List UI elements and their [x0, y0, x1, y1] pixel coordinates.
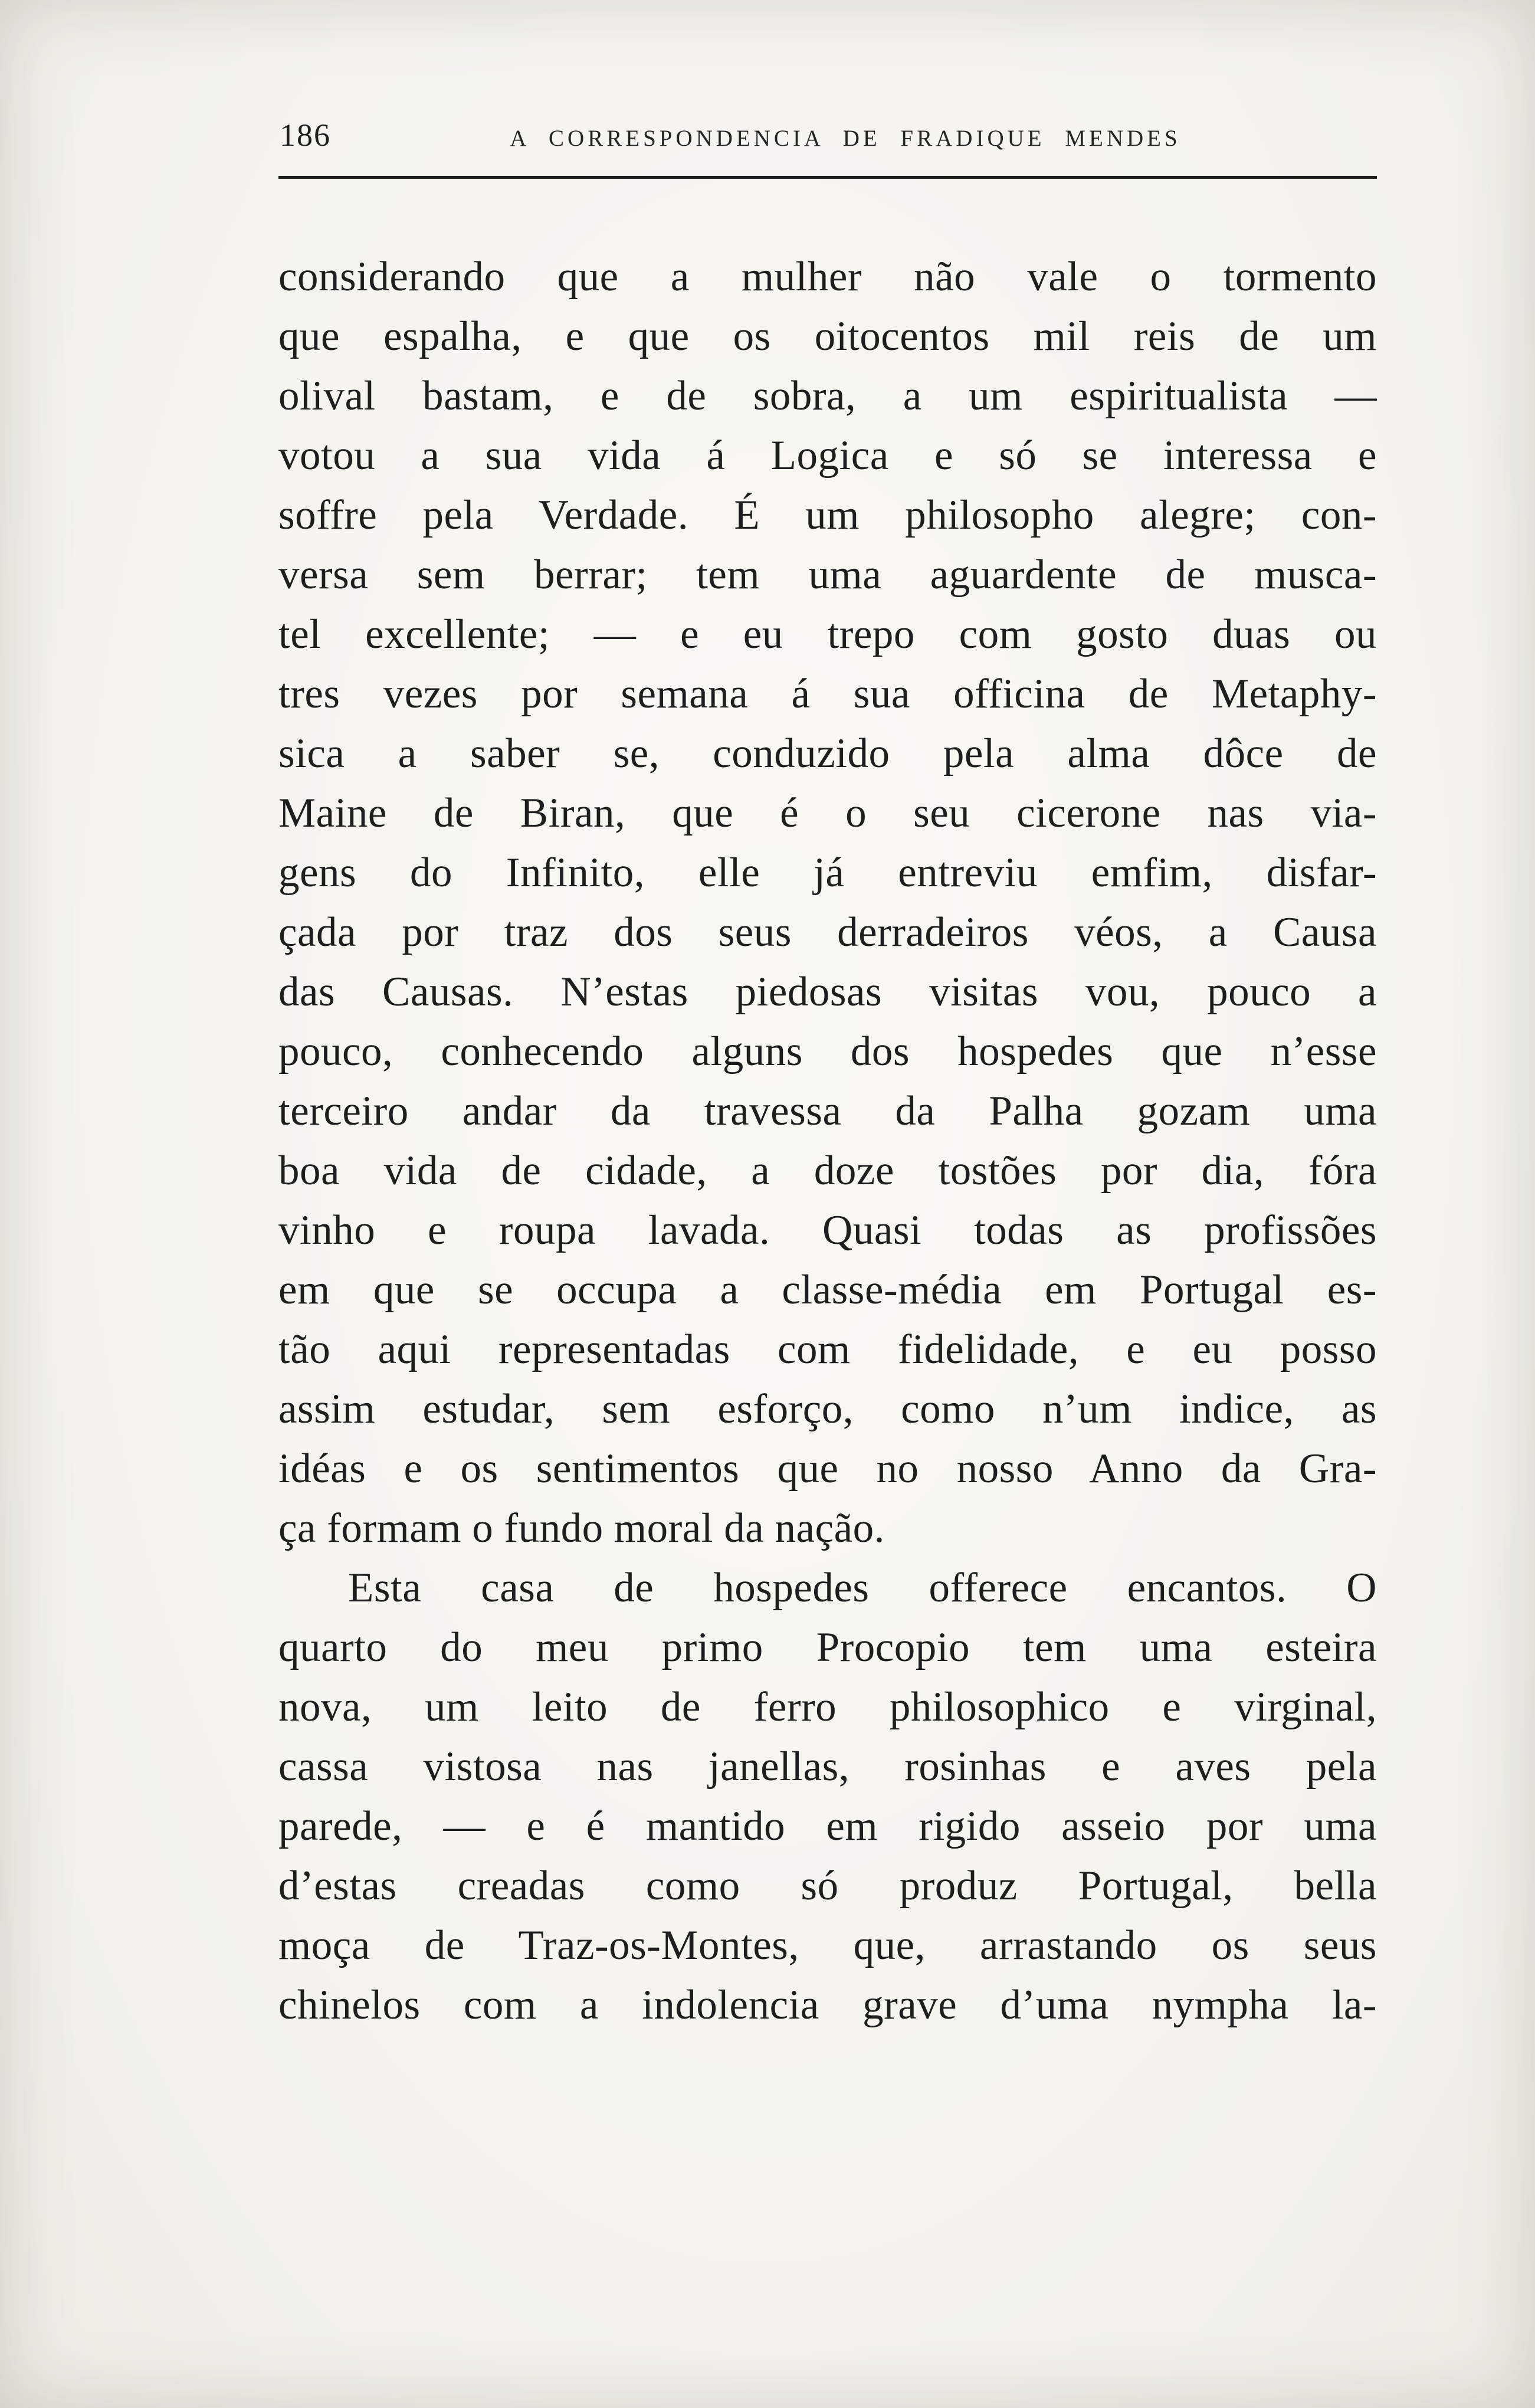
text-line: sica a saber se, conduzido pela alma dôce de: [278, 730, 1377, 777]
text-line: d’estas creadas como só produz Portugal, bella: [278, 1863, 1377, 1909]
paragraph: [278, 247, 1377, 1558]
text-line: Maine de Biran, que é o seu cicerone nas via-: [278, 790, 1377, 836]
text-line: terceiro andar da travessa da Palha gozam uma: [278, 1088, 1377, 1134]
text-line: nova, um leito de ferro philosophico e virginal,: [278, 1684, 1377, 1730]
text-line: gens do Infinito, elle já entreviu emfim, disfar-: [278, 850, 1377, 896]
text-block: [278, 247, 1377, 2035]
text-line: Esta casa de hospedes offerece encantos. O: [348, 1565, 1377, 1611]
text-line: çada por traz dos seus derradeiros véos, a Causa: [278, 909, 1377, 955]
text-line: chinelos com a indolencia grave d’uma nympha la-: [278, 1982, 1377, 2028]
header-rule: [278, 176, 1377, 179]
paragraph: [278, 1558, 1377, 2035]
text-line: considerando que a mulher não vale o tormento: [278, 254, 1377, 300]
text-line: tel excellente; — e eu trepo com gosto duas ou: [278, 611, 1377, 657]
text-line: votou a sua vida á Logica e só se interessa e: [278, 433, 1377, 479]
page-number: 186: [280, 117, 331, 153]
text-line: soffre pela Verdade. É um philosopho alegre; con-: [278, 492, 1377, 538]
text-line: cassa vistosa nas janellas, rosinhas e aves pela: [278, 1744, 1377, 1790]
text-line: assim estudar, sem esforço, como n’um indice, as: [278, 1386, 1377, 1432]
text-line: versa sem berrar; tem uma aguardente de musca-: [278, 552, 1377, 598]
text-line: ça formam o fundo moral da nação.: [278, 1505, 885, 1551]
text-line: vinho e roupa lavada. Quasi todas as profissões: [278, 1207, 1377, 1253]
text-line: em que se occupa a classe-média em Portugal es-: [278, 1267, 1377, 1313]
text-line: moça de Traz-os-Montes, que, arrastando os seus: [278, 1922, 1377, 1968]
text-line: tres vezes por semana á sua officina de Metaphy-: [278, 671, 1377, 717]
text-line: que espalha, e que os oitocentos mil reis de um: [278, 313, 1377, 359]
running-title: A CORRESPONDENCIA DE FRADIQUE MENDES: [510, 126, 1181, 151]
text-line: das Causas. N’estas piedosas visitas vou, pouco a: [278, 969, 1377, 1015]
text-line: boa vida de cidade, a doze tostões por dia, fóra: [278, 1148, 1377, 1194]
page-header: [278, 106, 1377, 170]
text-content: [278, 106, 1377, 2035]
text-line: olival bastam, e de sobra, a um espiritualista —: [278, 373, 1377, 419]
text-line: parede, — e é mantido em rigido asseio por uma: [278, 1803, 1377, 1849]
text-line: pouco, conhecendo alguns dos hospedes que n’esse: [278, 1028, 1377, 1074]
text-line: quarto do meu primo Procopio tem uma esteira: [278, 1624, 1377, 1670]
text-line: idéas e os sentimentos que no nosso Anno da Gra-: [278, 1446, 1377, 1492]
text-line: tão aqui representadas com fidelidade, e eu posso: [278, 1326, 1377, 1372]
